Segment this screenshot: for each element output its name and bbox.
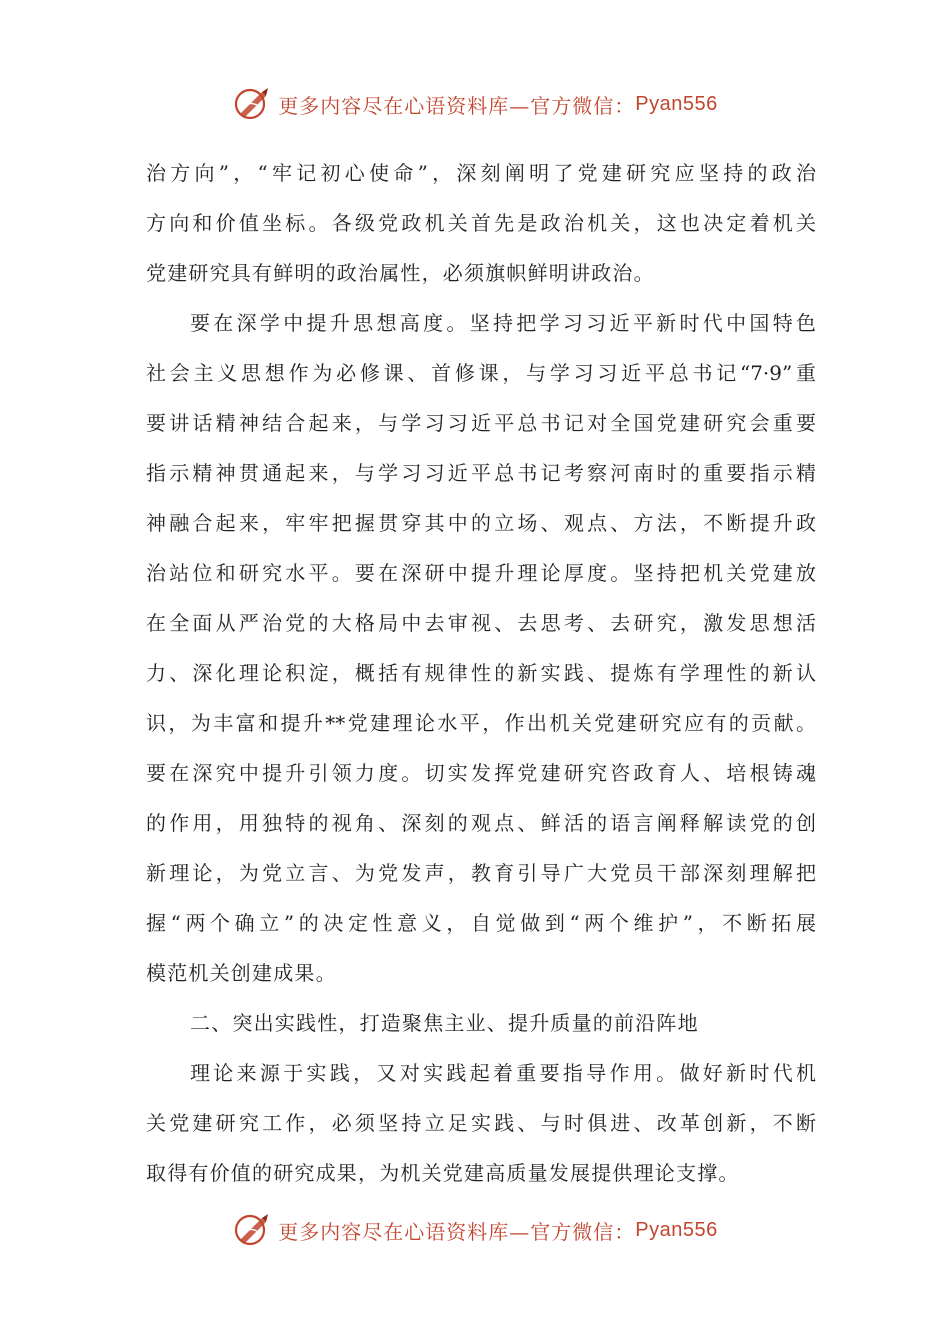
text-line: 取得有价值的研究成果，为机关党建高质量发展提供理论支撑。 — [146, 1161, 740, 1185]
text-line: 社会主义思想作为必修课、首修课，与学习习近平总书记“7·9”重 — [146, 361, 816, 385]
text-line: 的作用，用独特的视角、深刻的观点、鲜活的语言阐释解读党的创 — [146, 811, 816, 835]
text-line: 二、突出实践性，打造聚焦主业、提升质量的前沿阵地 — [190, 1011, 699, 1035]
text-line: 理论来源于实践，又对实践起着重要指导作用。做好新时代机 — [190, 1061, 816, 1085]
watermark-wechat-id: Pyan556 — [635, 1218, 718, 1241]
watermark-text: 更多内容尽在心语资料库—官方微信： — [278, 93, 636, 118]
text-line: 要讲话精神结合起来，与学习习近平总书记对全国党建研究会重要 — [146, 411, 816, 435]
body-text — [146, 148, 816, 1198]
text-line: 模范机关创建成果。 — [146, 961, 337, 985]
text-line: 新理论，为党立言、为党发声，教育引导广大党员干部深刻理解把 — [146, 861, 816, 885]
text-line: 要在深学中提升思想高度。坚持把学习习近平新时代中国特色 — [190, 311, 816, 335]
pen-logo-icon — [232, 84, 272, 124]
footer-watermark — [0, 1206, 950, 1254]
watermark-text: 更多内容尽在心语资料库—官方微信： — [278, 1219, 636, 1244]
text-line: 关党建研究工作，必须坚持立足实践、与时俱进、改革创新，不断 — [146, 1111, 816, 1135]
text-line: 力、深化理论积淀，概括有规律性的新实践、提炼有学理性的新认 — [146, 661, 816, 685]
text-line: 方向和价值坐标。各级党政机关首先是政治机关，这也决定着机关 — [146, 211, 816, 235]
text-line: 识，为丰富和提升**党建理论水平，作出机关党建研究应有的贡献。 — [146, 711, 816, 735]
text-line: 治站位和研究水平。要在深研中提升理论厚度。坚持把机关党建放 — [146, 561, 816, 585]
text-line: 党建研究具有鲜明的政治属性，必须旗帜鲜明讲政治。 — [146, 261, 655, 285]
text-line: 指示精神贯通起来，与学习习近平总书记考察河南时的重要指示精 — [146, 461, 816, 485]
text-line: 在全面从严治党的大格局中去审视、去思考、去研究，激发思想活 — [146, 611, 816, 635]
pen-logo-icon — [232, 1210, 272, 1250]
text-line: 握“两个确立”的决定性意义，自觉做到“两个维护”，不断拓展 — [146, 911, 816, 935]
watermark-wechat-id: Pyan556 — [635, 92, 718, 115]
text-line: 要在深究中提升引领力度。切实发挥党建研究咨政育人、培根铸魂 — [146, 761, 816, 785]
text-line: 治方向”，“牢记初心使命”，深刻阐明了党建研究应坚持的政治 — [146, 161, 816, 185]
text-line: 神融合起来，牢牢把握贯穿其中的立场、观点、方法，不断提升政 — [146, 511, 816, 535]
header-watermark — [0, 80, 950, 128]
